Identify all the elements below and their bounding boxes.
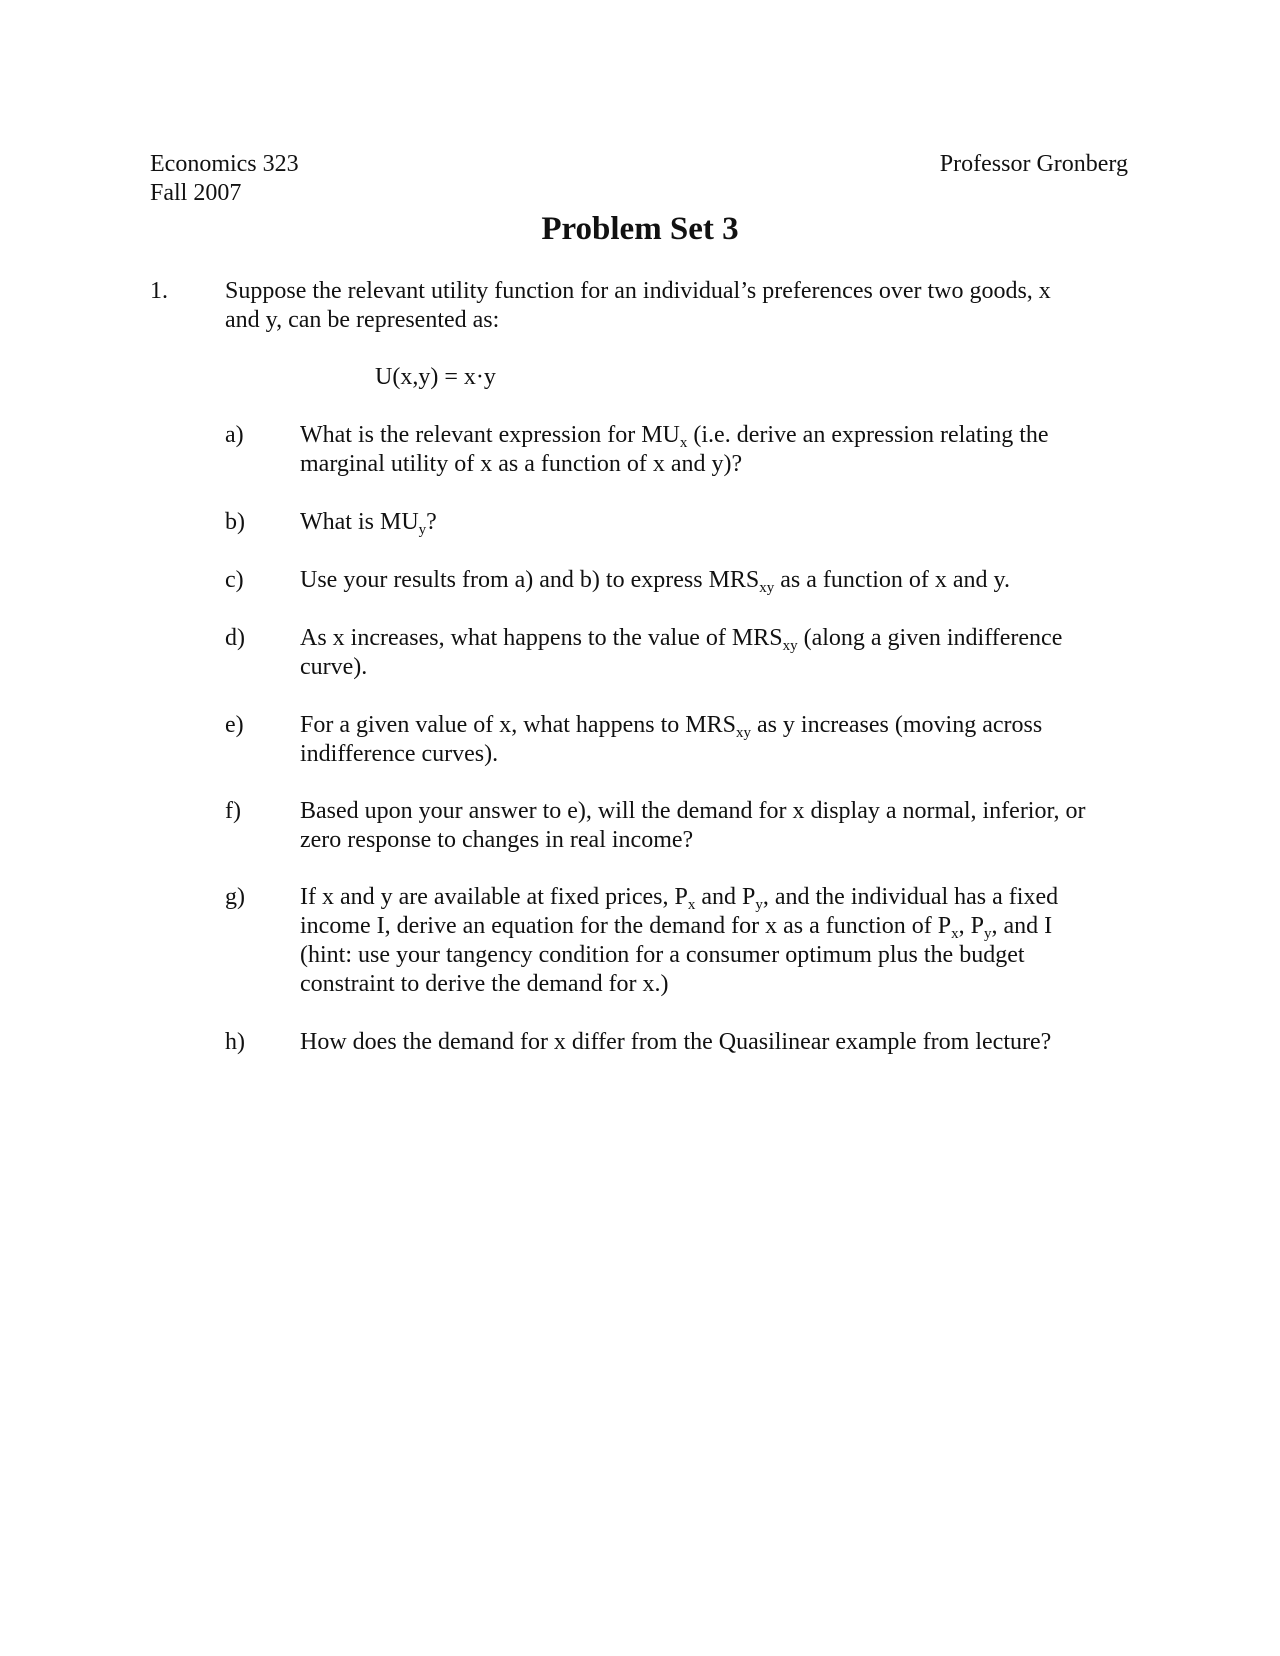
course-name: Economics 323	[150, 151, 299, 177]
part-a-line: marginal utility of x as a function of x and y)?	[300, 451, 743, 477]
question-intro-line: and y, can be represented as:	[225, 307, 500, 333]
question-number: 1.	[150, 278, 168, 304]
subscript: y	[755, 897, 763, 913]
part-c-text	[300, 566, 1120, 595]
part-a-line	[300, 421, 1120, 450]
part-e-text	[300, 711, 1120, 769]
text-run: , P	[958, 913, 984, 939]
part-g-label: g)	[225, 884, 245, 910]
text-run: , and the individual has a fixed	[762, 884, 1059, 910]
course-info	[150, 150, 299, 208]
part-a-text	[300, 421, 1120, 479]
text-run: What is the relevant expression for MU	[300, 422, 680, 448]
part-h-line: How does the demand for x differ from the Quasilinear example from lecture?	[300, 1029, 1052, 1055]
part-d-line	[300, 624, 1120, 653]
professor-name: Professor Gronberg	[939, 151, 1128, 177]
subscript: xy	[782, 638, 798, 654]
text-run: income I, derive an equation for the demand for x as a function of P	[300, 913, 952, 939]
subscript: y	[983, 926, 992, 942]
part-g-line: (hint: use your tangency condition for a consumer optimum plus the budget	[300, 942, 1025, 968]
part-f-label: f)	[225, 798, 241, 824]
part-d-text	[300, 624, 1120, 682]
text-run: (i.e. derive an expression relating the	[687, 422, 1049, 448]
text-run: (along a given indifference	[797, 625, 1063, 651]
part-e-label: e)	[225, 712, 244, 738]
subscript: x	[951, 926, 959, 942]
part-h-label: h)	[225, 1029, 245, 1055]
part-d-line: curve).	[300, 654, 368, 680]
part-g-text	[300, 883, 1120, 999]
part-b-line	[300, 508, 1120, 537]
part-b-label: b)	[225, 509, 245, 535]
part-f-line: zero response to changes in real income?	[300, 827, 694, 853]
subscript: x	[679, 435, 688, 451]
part-a-label: a)	[225, 422, 244, 448]
text-run: and P	[695, 884, 756, 910]
question-intro-line: Suppose the relevant utility function for an individual’s preferences over two goods, x	[225, 278, 1051, 304]
subscript: xy	[735, 725, 751, 741]
text-run: Use your results from a) and b) to express MRS	[300, 567, 760, 593]
part-d-label: d)	[225, 625, 245, 651]
subscript: x	[687, 897, 696, 913]
text-run: as y increases (moving across	[750, 712, 1043, 738]
part-h-text	[300, 1028, 1120, 1057]
part-f-text	[300, 797, 1120, 855]
part-g-line: constraint to derive the demand for x.)	[300, 971, 669, 997]
utility-equation: U(x,y) = x·y	[375, 364, 496, 390]
course-term: Fall 2007	[150, 180, 242, 206]
part-e-line	[300, 711, 1120, 740]
subscript: xy	[759, 580, 775, 596]
part-e-line: indifference curves).	[300, 741, 499, 767]
text-run: ?	[426, 509, 437, 535]
part-g-line	[300, 883, 1120, 912]
part-g-line	[300, 912, 1120, 941]
part-c-line	[300, 566, 1120, 595]
text-run: What is MU	[300, 509, 419, 535]
part-c-label: c)	[225, 567, 244, 593]
text-run: , and I	[991, 913, 1053, 939]
text-run: As x increases, what happens to the value of MRS	[300, 625, 783, 651]
text-run: as a function of x and y.	[774, 567, 1010, 593]
question-intro	[225, 277, 1105, 335]
text-run: If x and y are available at fixed prices, P	[300, 884, 688, 910]
part-b-text	[300, 508, 1120, 537]
subscript: y	[418, 522, 427, 538]
text-run: For a given value of x, what happens to MRS	[300, 712, 736, 738]
page-title: Problem Set 3	[541, 211, 739, 247]
part-f-line: Based upon your answer to e), will the demand for x display a normal, inferior, or	[300, 798, 1086, 824]
